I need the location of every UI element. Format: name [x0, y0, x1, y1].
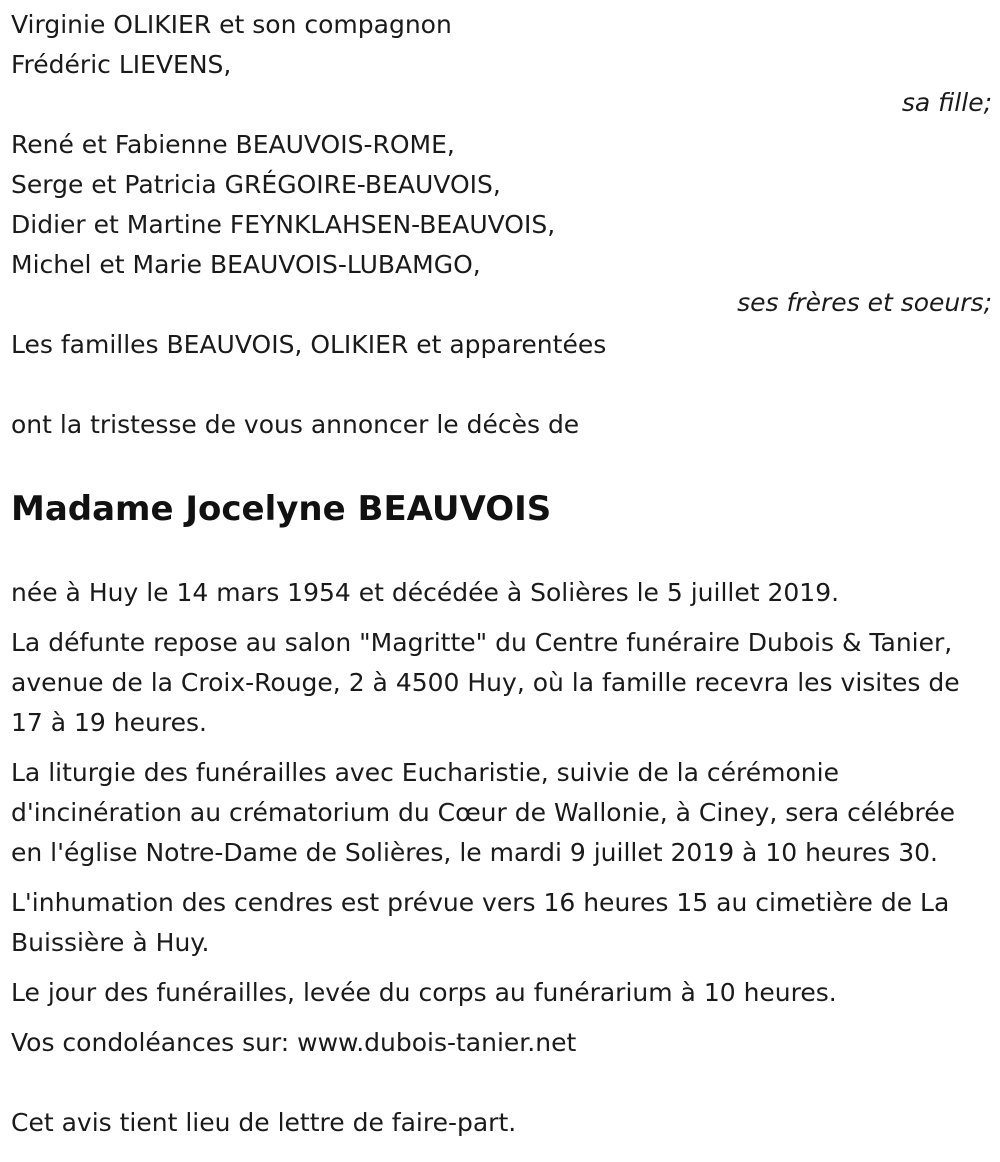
sibling-line-1: René et Fabienne BEAUVOIS-ROME, — [11, 130, 455, 159]
daughter-block — [11, 5, 992, 123]
sibling-line-4: Michel et Marie BEAUVOIS-LUBAMGO, — [11, 250, 481, 279]
liturgy-paragraph: La liturgie des funérailles avec Eucharistie, suivie de la cérémonie d'incinération au crématorium du Cœur de Wallonie, à Ciney, sera célébrée en l'église Notre-Dame de Solières, le mardi 9 juillet 2019 à 10 heures 30. — [11, 758, 955, 867]
closing-line: Cet avis tient lieu de lettre de faire-part. — [11, 1108, 517, 1137]
funeral-day-paragraph: Le jour des funérailles, levée du corps au funérarium à 10 heures. — [11, 978, 837, 1007]
condolences-paragraph: Vos condoléances sur: www.dubois-tanier.net — [11, 1028, 577, 1057]
daughter-relation: sa fille; — [901, 88, 992, 117]
siblings-block — [11, 125, 992, 323]
repose-paragraph: La défunte repose au salon "Magritte" du Centre funéraire Dubois & Tanier, avenue de la Croix-Rouge, 2 à 4500 Huy, où la famille recevra les visites de 17 à 19 heures. — [11, 628, 960, 737]
daughter-line-1: Virginie OLIKIER et son compagnon — [11, 10, 452, 39]
daughter-line-2: Frédéric LIEVENS, — [11, 50, 232, 79]
sibling-line-3: Didier et Martine FEYNKLAHSEN-BEAUVOIS, — [11, 210, 556, 239]
siblings-relation: ses frères et soeurs; — [737, 288, 992, 317]
sibling-line-2: Serge et Patricia GRÉGOIRE-BEAUVOIS, — [11, 170, 501, 199]
families-line: Les familles BEAUVOIS, OLIKIER et apparentées — [11, 330, 607, 359]
announcement-line: ont la tristesse de vous annoncer le décès de — [11, 410, 580, 439]
birth-death-paragraph: née à Huy le 14 mars 1954 et décédée à Solières le 5 juillet 2019. — [11, 578, 840, 607]
inhumation-paragraph: L'inhumation des cendres est prévue vers 16 heures 15 au cimetière de La Buissière à Huy. — [11, 888, 950, 957]
deceased-name: Madame Jocelyne BEAUVOIS — [11, 489, 552, 529]
